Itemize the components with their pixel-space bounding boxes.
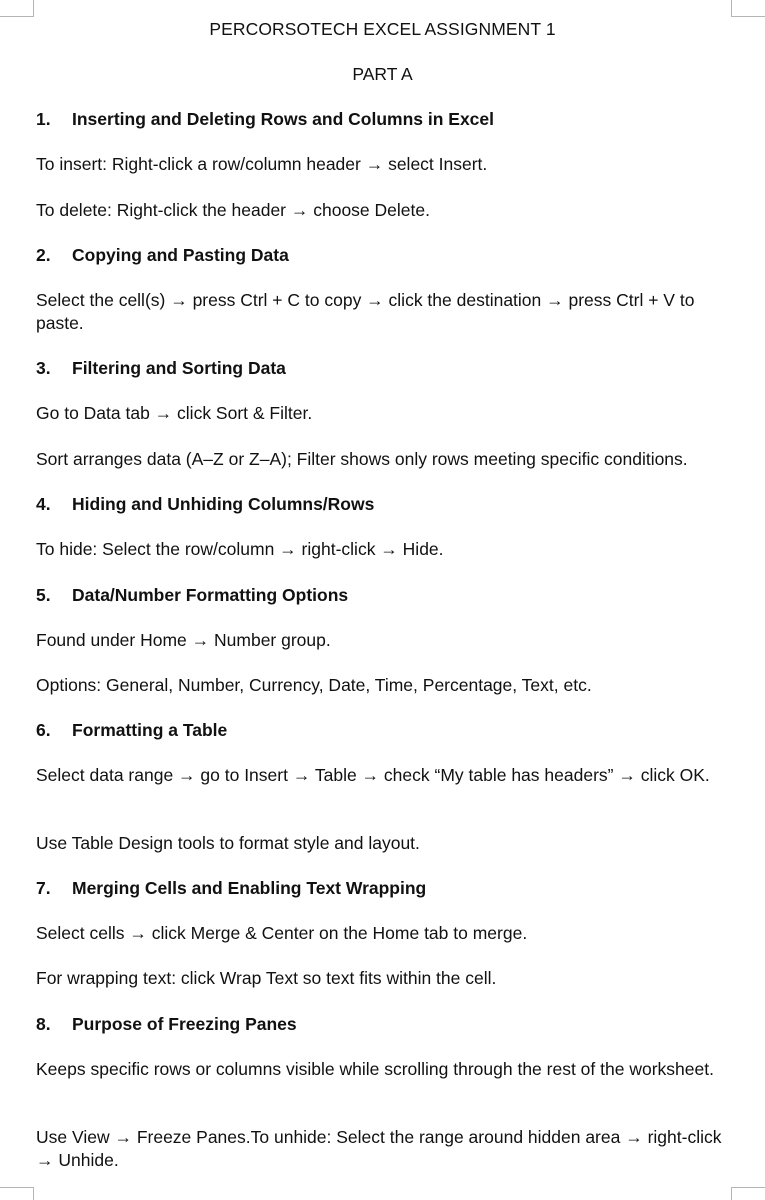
paragraph: Select data range → go to Insert → Table → check “My table has headers” → click OK. — [36, 765, 710, 785]
paragraph: Go to Data tab → click Sort & Filter. — [36, 403, 313, 423]
crop-mark-top-left — [0, 0, 34, 17]
section-title: Copying and Pasting Data — [72, 245, 289, 265]
section-heading-2 — [36, 244, 289, 266]
section-number: 4. — [36, 494, 51, 514]
section-heading-1 — [36, 108, 494, 130]
section-heading-6 — [36, 719, 227, 741]
section-heading-8 — [36, 1013, 297, 1035]
paragraph: Use Table Design tools to format style and layout. — [36, 833, 420, 853]
section-number: 8. — [36, 1014, 51, 1034]
section-number: 7. — [36, 878, 51, 898]
paragraph: Options: General, Number, Currency, Date, Time, Percentage, Text, etc. — [36, 675, 592, 695]
section-number: 3. — [36, 358, 51, 378]
section-heading-3 — [36, 357, 286, 379]
paragraph: To insert: Right-click a row/column header → select Insert. — [36, 154, 488, 174]
section-title: Data/Number Formatting Options — [72, 585, 349, 605]
section-number: 1. — [36, 109, 51, 129]
section-heading-5 — [36, 584, 348, 606]
section-number: 5. — [36, 585, 51, 605]
paragraph: Select cells → click Merge & Center on the Home tab to merge. — [36, 923, 528, 943]
section-heading-4 — [36, 493, 374, 515]
section-title: Inserting and Deleting Rows and Columns in Excel — [72, 109, 495, 129]
paragraph: Select the cell(s) → press Ctrl + C to copy → click the destination → press Ctrl + V to paste. — [36, 290, 695, 333]
paragraph: Use View → Freeze Panes.To unhide: Select the range around hidden area → right-click → Unhide. — [36, 1127, 722, 1170]
paragraph: Found under Home → Number group. — [36, 630, 331, 650]
part-heading: PART A — [352, 64, 413, 84]
section-title: Hiding and Unhiding Columns/Rows — [72, 494, 375, 514]
paragraph: Keeps specific rows or columns visible while scrolling through the rest of the worksheet. — [36, 1059, 714, 1079]
crop-mark-top-right — [731, 0, 765, 17]
section-number: 2. — [36, 245, 51, 265]
section-title: Merging Cells and Enabling Text Wrapping — [72, 878, 427, 898]
paragraph: For wrapping text: click Wrap Text so text fits within the cell. — [36, 968, 497, 988]
section-number: 6. — [36, 720, 51, 740]
document-title: PERCORSOTECH EXCEL ASSIGNMENT 1 — [209, 19, 556, 39]
paragraph: To delete: Right-click the header → choose Delete. — [36, 200, 430, 220]
paragraph: Sort arranges data (A–Z or Z–A); Filter shows only rows meeting specific conditions. — [36, 449, 688, 469]
crop-mark-bottom-left — [0, 1187, 34, 1200]
section-title: Purpose of Freezing Panes — [72, 1014, 297, 1034]
crop-mark-bottom-right — [731, 1187, 765, 1200]
section-title: Formatting a Table — [72, 720, 228, 740]
paragraph: To hide: Select the row/column → right-click → Hide. — [36, 539, 444, 559]
section-title: Filtering and Sorting Data — [72, 358, 286, 378]
section-heading-7 — [36, 877, 426, 899]
